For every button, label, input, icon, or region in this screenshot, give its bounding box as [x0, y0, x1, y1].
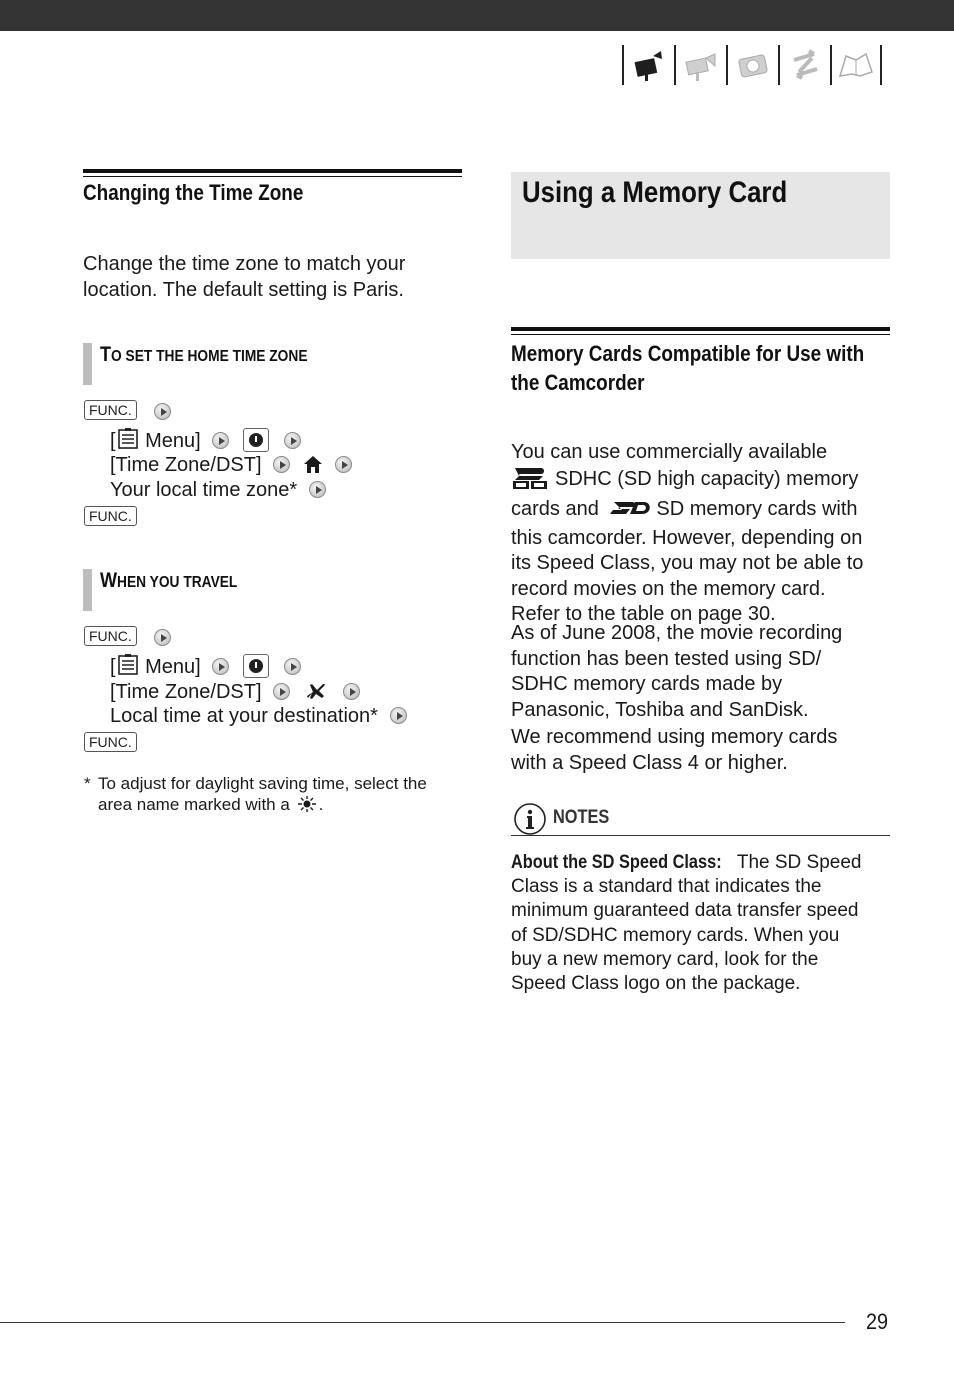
chapter-tab-icons: [622, 45, 882, 85]
section-rule-thin: [511, 334, 890, 335]
camcorder-gear-icon: [622, 45, 674, 85]
intro-line: location. The default setting is Paris.: [83, 278, 404, 301]
subheading-bar: [83, 343, 92, 385]
subheading-rest: HEN YOU TRAVEL: [117, 574, 238, 591]
sun-icon: [295, 795, 319, 818]
clock-icon: [243, 654, 269, 678]
camcorder-icon: [674, 45, 726, 85]
section-title-line: the Camcorder: [511, 370, 645, 395]
arrow-icon: [309, 481, 326, 498]
note-line: buy a new memory card, look for the: [511, 948, 819, 970]
subheading-cap: W: [100, 569, 118, 592]
paragraph-line: [511, 497, 896, 526]
paragraph-line: You can use commercially available: [511, 441, 828, 463]
arrow-icon: [390, 707, 407, 724]
section-rule-thin: [83, 176, 462, 177]
note-speed-class: [511, 851, 890, 996]
step-local-time-zone: [110, 478, 326, 503]
intro-paragraph: [83, 252, 405, 303]
arrow-icon: [154, 403, 171, 420]
bracket-open: [: [110, 656, 116, 678]
arrow-icon: [154, 629, 171, 646]
note-line: Speed Class logo on the package.: [511, 973, 801, 995]
subheading-text: [100, 569, 237, 593]
arrow-icon: [335, 456, 352, 473]
step-time-zone: [110, 453, 352, 481]
footnote-marker: *: [84, 774, 91, 793]
subheading-rest: O SET THE HOME TIME ZONE: [111, 348, 308, 365]
footnote-line: To adjust for daylight saving time, select the: [98, 774, 427, 793]
sdhc-logo-icon: [511, 466, 549, 498]
note-line: minimum guaranteed data transfer speed: [511, 900, 859, 922]
time-zone-label: [Time Zone/DST]: [110, 454, 262, 476]
section-title-memory-cards: [511, 339, 864, 397]
camera-icon: [726, 45, 778, 85]
subheading-cap: T: [100, 343, 112, 366]
sd-logo-icon: [608, 500, 652, 526]
sd-text: SD memory cards with: [656, 498, 858, 520]
paragraph-tested-cards: [511, 621, 896, 723]
paragraph-line: its Speed Class, you may not be able to: [511, 552, 864, 574]
sdhc-text: SDHC (SD high capacity) memory: [555, 467, 859, 490]
top-bar: [0, 0, 954, 31]
paragraph-line: function has been tested using SD/: [511, 647, 822, 670]
paragraph-line: Refer to the table on page 30.: [511, 603, 776, 625]
footer-rule: [0, 1322, 845, 1323]
paragraph-line: Panasonic, Toshiba and SanDisk.: [511, 698, 809, 721]
arrow-icon: [273, 683, 290, 700]
paragraph-line: this camcorder. However, depending on: [511, 526, 863, 549]
footnote-end: .: [318, 795, 324, 814]
page-number: 29: [866, 1309, 889, 1334]
paragraph-line: SDHC memory cards made by: [511, 673, 783, 695]
menu-label: Menu]: [145, 656, 201, 678]
note-line: [511, 851, 890, 875]
section-rule-thick: [83, 169, 462, 173]
bracket-open: [: [110, 430, 116, 452]
arrow-icon: [284, 432, 301, 449]
home-icon: [302, 454, 324, 481]
subheading-text: [100, 343, 308, 367]
step-destination-time: [110, 704, 407, 729]
intro-line: Change the time zone to match your: [83, 253, 406, 275]
note-line: Class is a standard that indicates the: [511, 876, 822, 898]
paragraph-line: As of June 2008, the movie recording: [511, 622, 843, 644]
section-rule-thick: [511, 327, 890, 331]
page-title: Using a Memory Card: [522, 176, 788, 209]
notes-label: NOTES: [553, 807, 610, 828]
arrow-icon: [343, 683, 360, 700]
local-time-zone-label: Your local time zone*: [110, 479, 298, 501]
arrow-icon: [212, 658, 229, 675]
clock-icon: [243, 428, 269, 452]
notes-header: [511, 801, 890, 836]
cards-and-text: cards and: [511, 498, 599, 520]
paragraph-recommendation: [511, 725, 896, 776]
func-button-label: FUNC.: [84, 626, 137, 646]
paragraph-line: with a Speed Class 4 or higher.: [511, 751, 788, 774]
footnote-line2-text: area name marked with a: [98, 795, 290, 814]
note-bold-lead: About the SD Speed Class:: [511, 852, 722, 873]
func-button-label: FUNC.: [84, 506, 137, 526]
note-line1-rest: The SD Speed: [731, 852, 862, 873]
transfer-icon: [778, 45, 830, 85]
section-title-line: Memory Cards Compatible for Use with: [511, 341, 865, 366]
time-zone-label: [Time Zone/DST]: [110, 681, 262, 703]
func-button-label: FUNC.: [84, 732, 137, 752]
title-box: [511, 172, 890, 259]
menu-label: Menu]: [145, 430, 201, 452]
func-button-label: FUNC.: [84, 400, 137, 420]
paragraph-compatible-cards: [511, 440, 896, 628]
note-line: of SD/SDHC memory cards. When you: [511, 924, 840, 946]
arrow-icon: [212, 432, 229, 449]
paragraph-line: We recommend using memory cards: [511, 726, 838, 748]
paragraph-line: [511, 466, 896, 498]
destination-time-label: Local time at your destination*: [110, 705, 378, 727]
footnote-line: [98, 794, 323, 818]
section-title-time-zone: Changing the Time Zone: [83, 180, 304, 205]
arrow-icon: [273, 456, 290, 473]
book-icon: [830, 45, 882, 85]
arrow-icon: [284, 658, 301, 675]
subheading-bar: [83, 569, 92, 611]
paragraph-line: record movies on the memory card.: [511, 577, 826, 600]
info-icon: [513, 802, 547, 841]
